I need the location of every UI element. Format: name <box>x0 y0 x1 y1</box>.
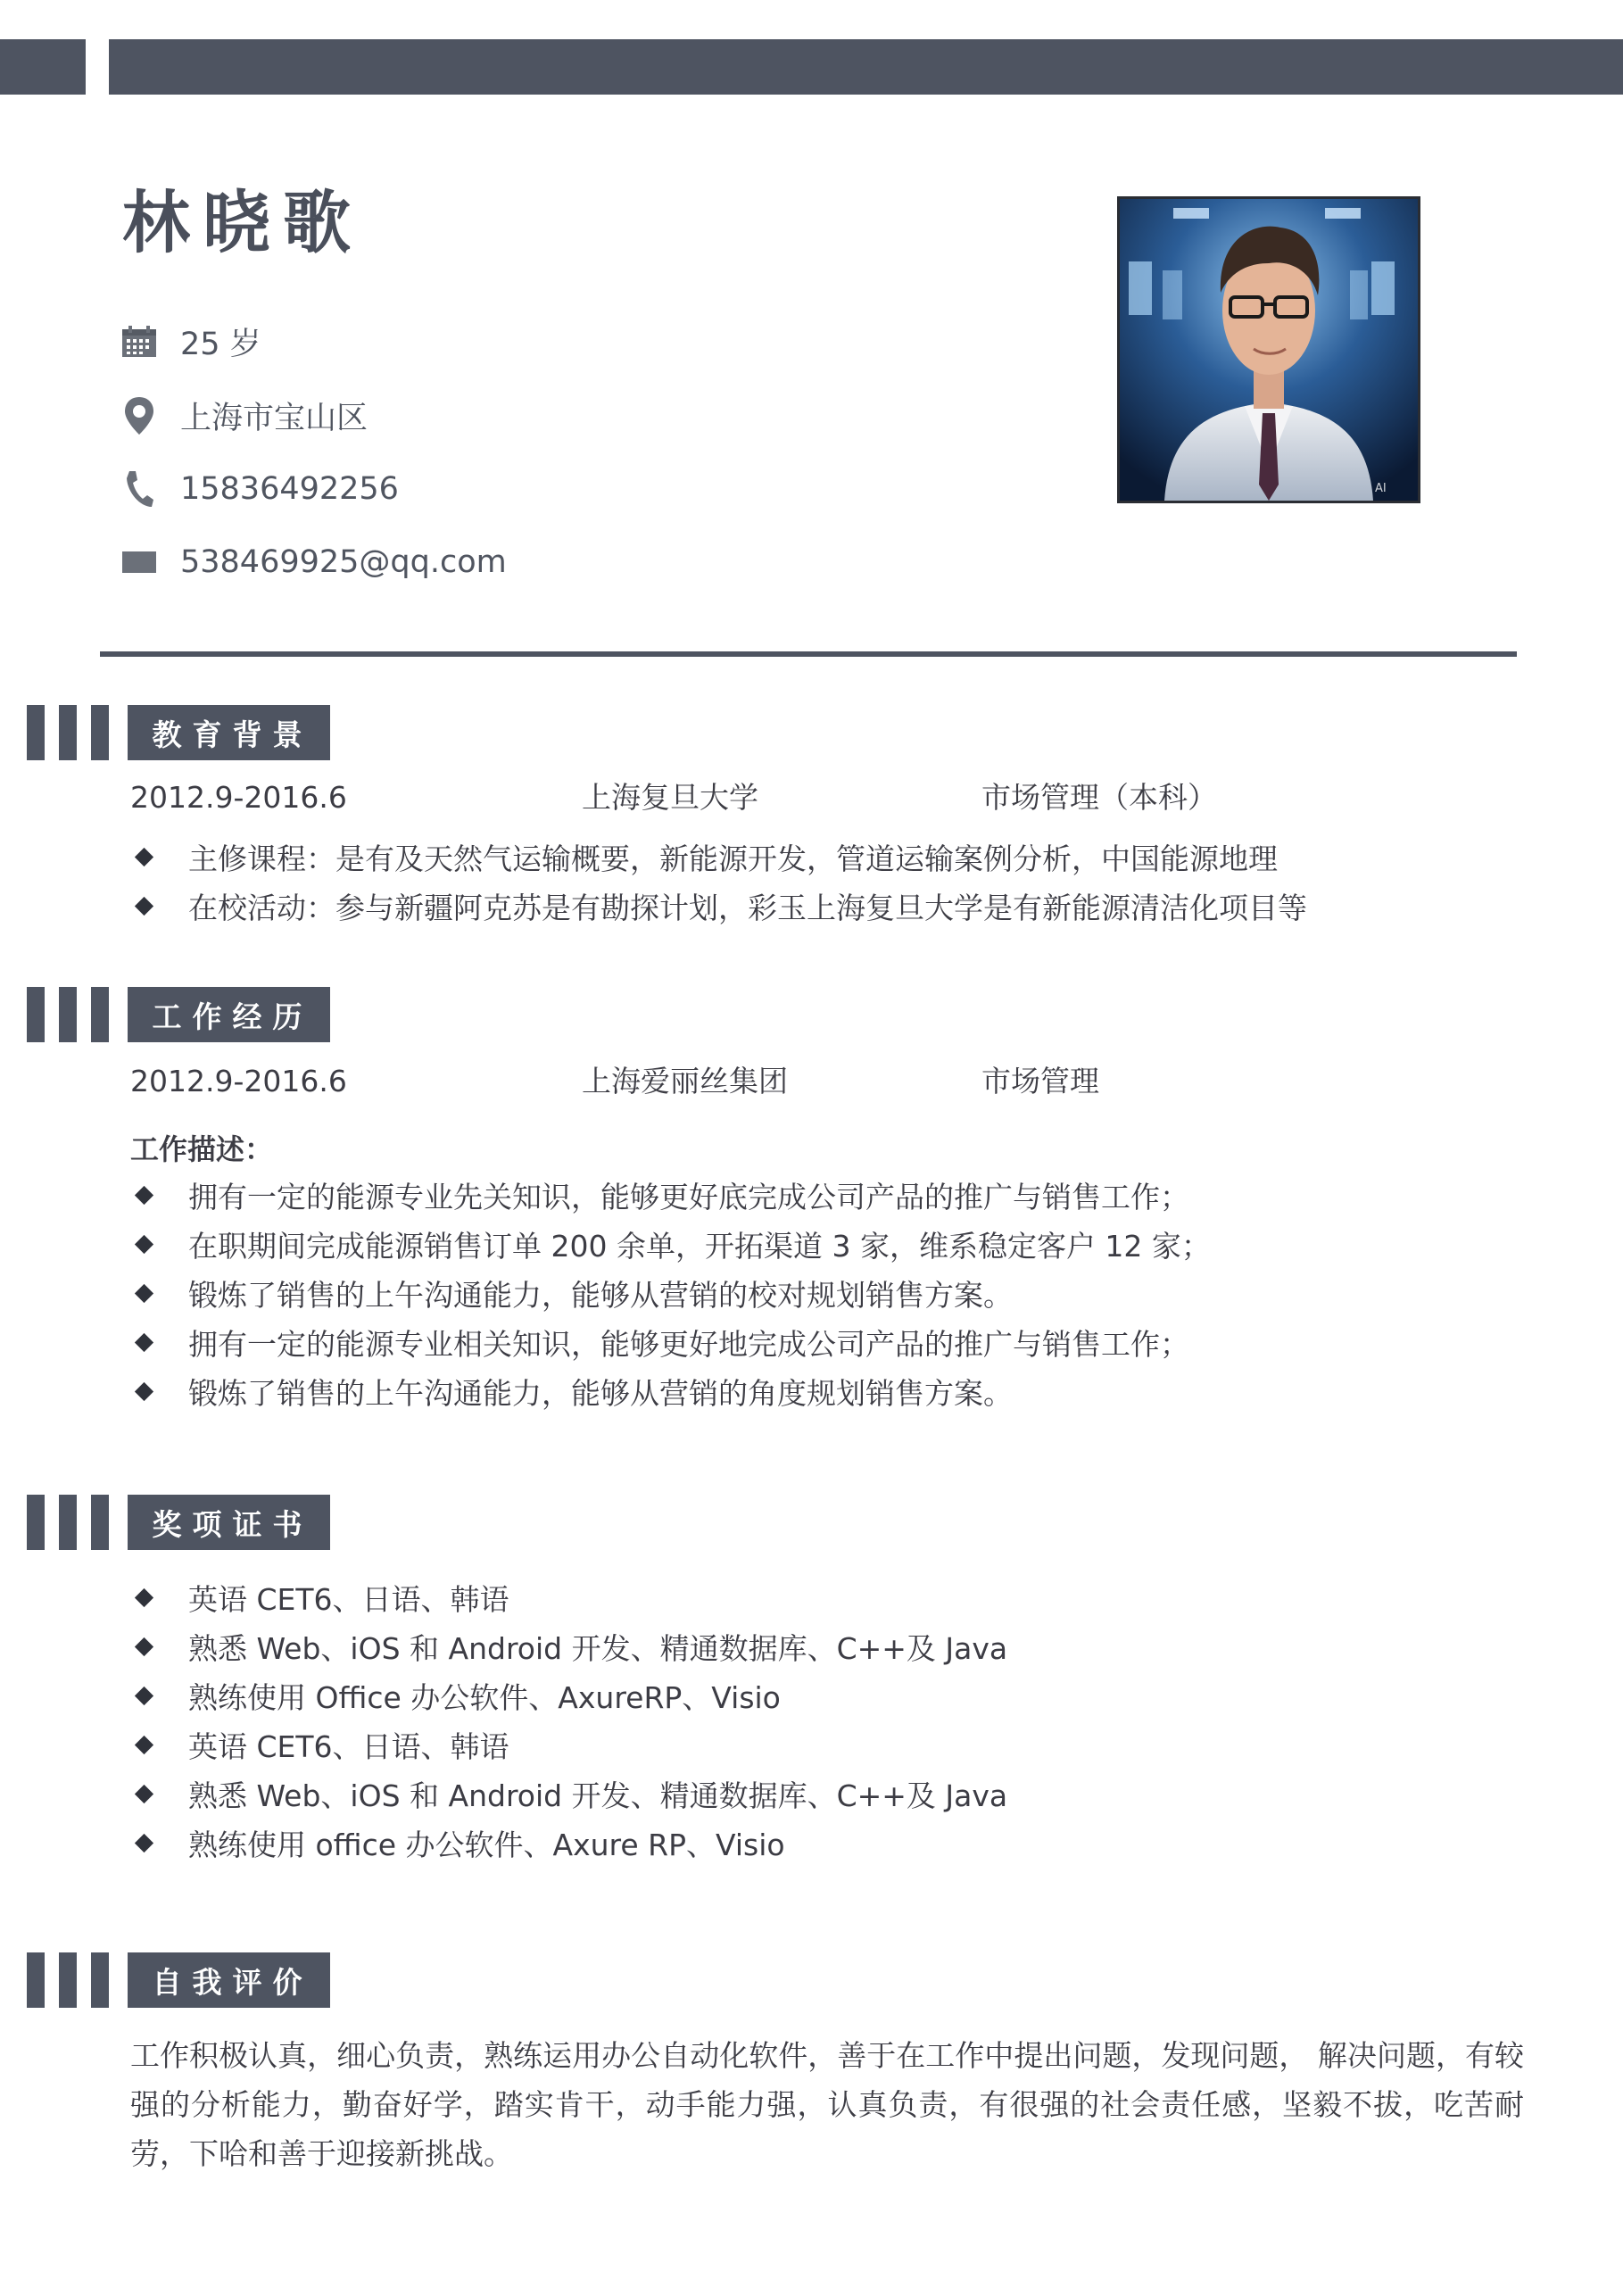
work-description-label: 工作描述： <box>130 1132 274 1166</box>
list-item: 在校活动：参与新疆阿克苏是有勘探计划，彩玉上海复旦大学是有新能源清洁化项目等 <box>132 882 1307 931</box>
list-item: 英语 CET6、日语、韩语 <box>132 1573 1007 1622</box>
list-item: 熟悉 Web、iOS 和 Android 开发、精通数据库、C++及 Java <box>132 1622 1007 1671</box>
section-title-education: 教育背景 <box>128 705 330 760</box>
diamond-bullet-icon <box>135 848 153 866</box>
section-bars-awards <box>27 1495 109 1550</box>
list-item: 主修课程：是有及天然气运输概要，新能源开发，管道运输案例分析，中国能源地理 <box>132 833 1307 882</box>
phone-icon <box>120 469 159 509</box>
section-title-work: 工作经历 <box>128 987 330 1042</box>
location-text: 上海市宝山区 <box>180 401 368 436</box>
education-degree: 市场管理（本科） <box>981 780 1217 815</box>
age-text: 25 岁 <box>180 327 261 362</box>
awards-bullets <box>132 1573 1007 1868</box>
section-bars-self-eval <box>27 1952 109 2008</box>
list-item: 熟练使用 office 办公软件、Axure RP、Visio <box>132 1819 1007 1868</box>
header-bar-right <box>109 39 1623 95</box>
header-bar-left <box>0 39 86 95</box>
education-school: 上海复旦大学 <box>582 780 758 815</box>
list-item: 熟悉 Web、iOS 和 Android 开发、精通数据库、C++及 Java <box>132 1770 1007 1819</box>
mail-icon <box>120 543 159 582</box>
work-bullets <box>132 1171 1211 1416</box>
section-title-self-eval: 自我评价 <box>128 1952 330 2008</box>
list-item: 锻炼了销售的上午沟通能力，能够从营销的角度规划销售方案。 <box>132 1367 1211 1416</box>
section-title-awards: 奖项证书 <box>128 1495 330 1550</box>
education-date: 2012.9-2016.6 <box>130 780 347 815</box>
work-date: 2012.9-2016.6 <box>130 1064 347 1098</box>
photo-watermark: AI <box>1375 482 1387 495</box>
work-company: 上海爱丽丝集团 <box>582 1064 788 1098</box>
list-item: 英语 CET6、日语、韩语 <box>132 1720 1007 1770</box>
work-position: 市场管理 <box>981 1064 1099 1098</box>
diamond-bullet-icon <box>135 1333 153 1352</box>
diamond-bullet-icon <box>135 1186 153 1205</box>
diamond-bullet-icon <box>135 1834 153 1853</box>
list-item: 在职期间完成能源销售订单 200 余单，开拓渠道 3 家，维系稳定客户 12 家； <box>132 1220 1211 1269</box>
calendar-icon <box>120 322 159 361</box>
location-pin-icon <box>120 396 159 435</box>
email-row <box>120 540 507 584</box>
email-text: 538469925@qq.com <box>180 544 507 580</box>
diamond-bullet-icon <box>135 1736 153 1754</box>
phone-row <box>120 467 399 511</box>
header-divider <box>100 651 1517 657</box>
section-bars-education <box>27 705 109 760</box>
candidate-name: 林晓歌 <box>122 183 363 262</box>
location-row <box>120 394 368 438</box>
diamond-bullet-icon <box>135 1235 153 1254</box>
section-bars-work <box>27 987 109 1042</box>
age-row <box>120 319 261 364</box>
list-item: 拥有一定的能源专业相关知识，能够更好地完成公司产品的推广与销售工作； <box>132 1318 1211 1367</box>
education-bullets <box>132 833 1307 931</box>
self-evaluation-text: 工作积极认真，细心负责，熟练运用办公自动化软件，善于在工作中提出问题，发现问题， 解决问题，有较强的分析能力，勤奋好学，踏实肯干，动手能力强，认真负责，有很强的社会责任感，坚毅不拔，吃苦耐劳，下哈和善于迎接新挑战。 <box>130 2038 1524 2171</box>
diamond-bullet-icon <box>135 897 153 916</box>
diamond-bullet-icon <box>135 1284 153 1303</box>
diamond-bullet-icon <box>135 1785 153 1803</box>
diamond-bullet-icon <box>135 1637 153 1656</box>
list-item: 熟练使用 Office 办公软件、AxureRP、Visio <box>132 1671 1007 1720</box>
phone-text: 15836492256 <box>180 471 399 507</box>
list-item: 拥有一定的能源专业先关知识，能够更好底完成公司产品的推广与销售工作； <box>132 1171 1211 1220</box>
diamond-bullet-icon <box>135 1382 153 1401</box>
diamond-bullet-icon <box>135 1588 153 1607</box>
profile-photo <box>1117 196 1420 503</box>
list-item: 锻炼了销售的上午沟通能力，能够从营销的校对规划销售方案。 <box>132 1269 1211 1318</box>
diamond-bullet-icon <box>135 1687 153 1705</box>
